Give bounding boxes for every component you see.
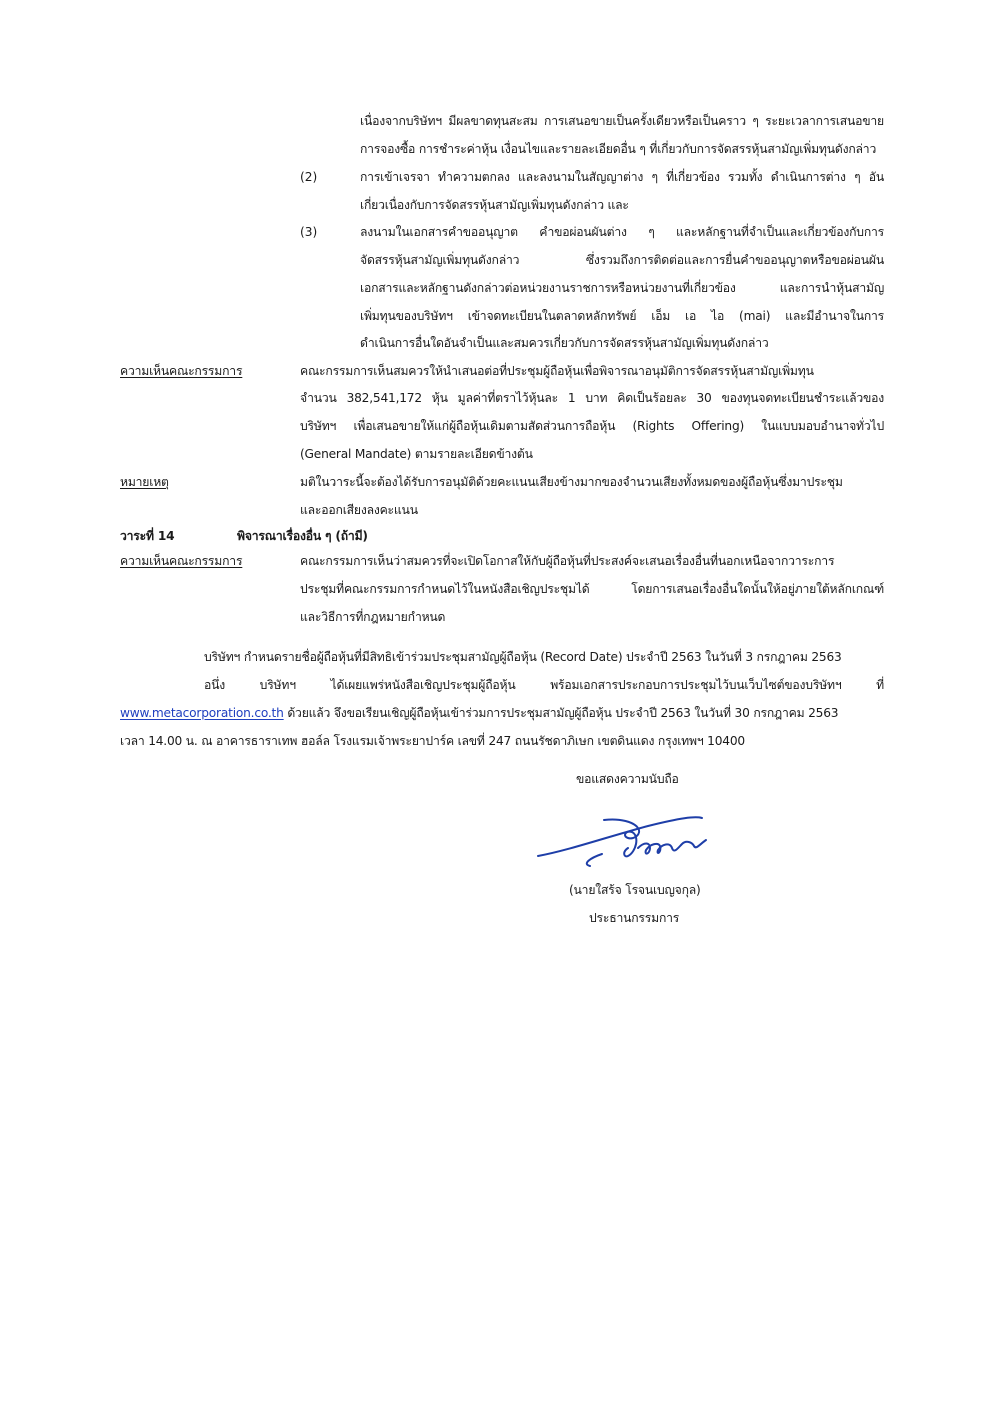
remark-label: หมายเหตุ <box>120 475 169 489</box>
closing-line-1: อนึ่ง บริษัทฯ ได้เผยแพร่หนังสือเชิญประชุมผู้ถือหุ้น พร้อมเอกสารประกอบการประชุมไว้บนเว็บไซต์ของบริษัทฯ ที่ <box>204 678 884 692</box>
item-2-line-2: เกี่ยวเนื่องกับการจัดสรรหุ้นสามัญเพิ่มทุนดังกล่าว และ <box>360 198 629 212</box>
item-3-line-4: เพิ่มทุนของบริษัทฯ เข้าจดทะเบียนในตลาดหลักทรัพย์ เอ็ม เอ ไอ (mai) และมีอำนาจในการ <box>360 309 884 323</box>
item-3-number: (3) <box>300 225 318 239</box>
board-opinion-line-3: บริษัทฯ เพื่อเสนอขายให้แก่ผู้ถือหุ้นเดิมตามสัดส่วนการถือหุ้น (Rights Offering) ในแบบมอบอำนาจทั่วไป <box>300 419 884 433</box>
item-2-line-1: การเข้าเจรจา ทำความตกลง และลงนามในสัญญาต่าง ๆ ที่เกี่ยวข้อง รวมทั้ง ดำเนินการต่าง ๆ อัน <box>360 170 884 184</box>
item-3-line-2: จัดสรรหุ้นสามัญเพิ่มทุนดังกล่าว ซึ่งรวมถึงการติดต่อและการยื่นคำขออนุญาตหรือขอผ่อนผัน <box>360 253 884 267</box>
signature-stroke-hook <box>587 854 602 866</box>
board-opinion-label: ความเห็นคณะกรรมการ <box>120 364 243 378</box>
item-3-line-1: ลงนามในเอกสารคำขออนุญาต คำขอผ่อนผันต่าง ๆ และหลักฐานที่จำเป็นและเกี่ยวข้องกับการ <box>360 225 884 239</box>
intro-line-1: เนื่องจากบริษัทฯ มีผลขาดทุนสะสม การเสนอขายเป็นครั้งเดียวหรือเป็นคราว ๆ ระยะเวลาการเสนอขาย <box>360 114 884 128</box>
record-date-paragraph: บริษัทฯ กำหนดรายชื่อผู้ถือหุ้นที่มีสิทธิเข้าร่วมประชุมสามัญผู้ถือหุ้น (Record Date) ประจำปี 2563 ในวันที่ 3 กรกฎาคม 2563 <box>204 650 842 664</box>
website-link[interactable]: www.metacorporation.co.th <box>120 706 284 720</box>
closing-line-2-text: ด้วยแล้ว จึงขอเรียนเชิญผู้ถือหุ้นเข้าร่วมการประชุมสามัญผู้ถือหุ้น ประจำปี 2563 ในวันที่ 30 กรกฎาคม 2563 <box>283 706 839 720</box>
closing-line-2 <box>120 705 838 721</box>
board-opinion-line-2: จำนวน 382,541,172 หุ้น มูลค่าที่ตราไว้หุ้นละ 1 บาท คิดเป็นร้อยละ 30 ของทุนจดทะเบียนชำระแล้วของ <box>300 391 884 405</box>
item-2-number: (2) <box>300 170 318 184</box>
remark-line-2: และออกเสียงลงคะแนน <box>300 503 418 517</box>
board-opinion-2-line-2: ประชุมที่คณะกรรมการกำหนดไว้ในหนังสือเชิญประชุมได้ โดยการเสนอเรื่องอื่นใดนั้นให้อยู่ภายใต้หลักเกณฑ์ <box>300 582 884 596</box>
board-opinion-2-label: ความเห็นคณะกรรมการ <box>120 554 243 568</box>
board-opinion-2-line-3: และวิธีการที่กฎหมายกำหนด <box>300 610 446 624</box>
board-opinion-line-1: คณะกรรมการเห็นสมควรให้นำเสนอต่อที่ประชุมผู้ถือหุ้นเพื่อพิจารณาอนุมัติการจัดสรรหุ้นสามัญเพิ่มทุน <box>300 364 814 378</box>
agenda-14-title: พิจารณาเรื่องอื่น ๆ (ถ้ามี) <box>237 529 368 543</box>
signature-stroke-tail <box>638 840 706 854</box>
salutation: ขอแสดงความนับถือ <box>576 772 679 786</box>
remark-line-1: มติในวาระนี้จะต้องได้รับการอนุมัติด้วยคะแนนเสียงข้างมากของจำนวนเสียงทั้งหมดของผู้ถือหุ้นซึ่งมาประชุม <box>300 475 843 489</box>
signatory-position: ประธานกรรมการ <box>589 911 680 925</box>
handwritten-signature <box>530 808 720 878</box>
signatory-name: (นายใสร้จ โรจนเบญจกุล) <box>569 883 701 897</box>
item-3-line-5: ดำเนินการอื่นใดอันจำเป็นและสมควรเกี่ยวกับการจัดสรรหุ้นสามัญเพิ่มทุนดังกล่าว <box>360 336 769 350</box>
signature-stroke-main <box>538 817 702 856</box>
agenda-14-label: วาระที่ 14 <box>120 529 175 543</box>
item-3-line-3: เอกสารและหลักฐานดังกล่าวต่อหน่วยงานราชการหรือหน่วยงานที่เกี่ยวข้อง และการนำหุ้นสามัญ <box>360 281 884 295</box>
intro-line-2: การจองซื้อ การชำระค่าหุ้น เงื่อนไขและรายละเอียดอื่น ๆ ที่เกี่ยวกับการจัดสรรหุ้นสามัญเพิ่มทุนดังกล่าว <box>360 142 877 156</box>
board-opinion-line-4: (General Mandate) ตามรายละเอียดข้างต้น <box>300 447 533 461</box>
closing-line-3: เวลา 14.00 น. ณ อาคารธาราเทพ ฮอล์ล โรงแรมเจ้าพระยาปาร์ค เลขที่ 247 ถนนรัชดาภิเษก เขตดินแดง กรุงเทพฯ 10400 <box>120 734 745 748</box>
board-opinion-2-line-1: คณะกรรมการเห็นว่าสมควรที่จะเปิดโอกาสให้กับผู้ถือหุ้นที่ประสงค์จะเสนอเรื่องอื่นที่นอกเหนือจากวาระการ <box>300 554 835 568</box>
